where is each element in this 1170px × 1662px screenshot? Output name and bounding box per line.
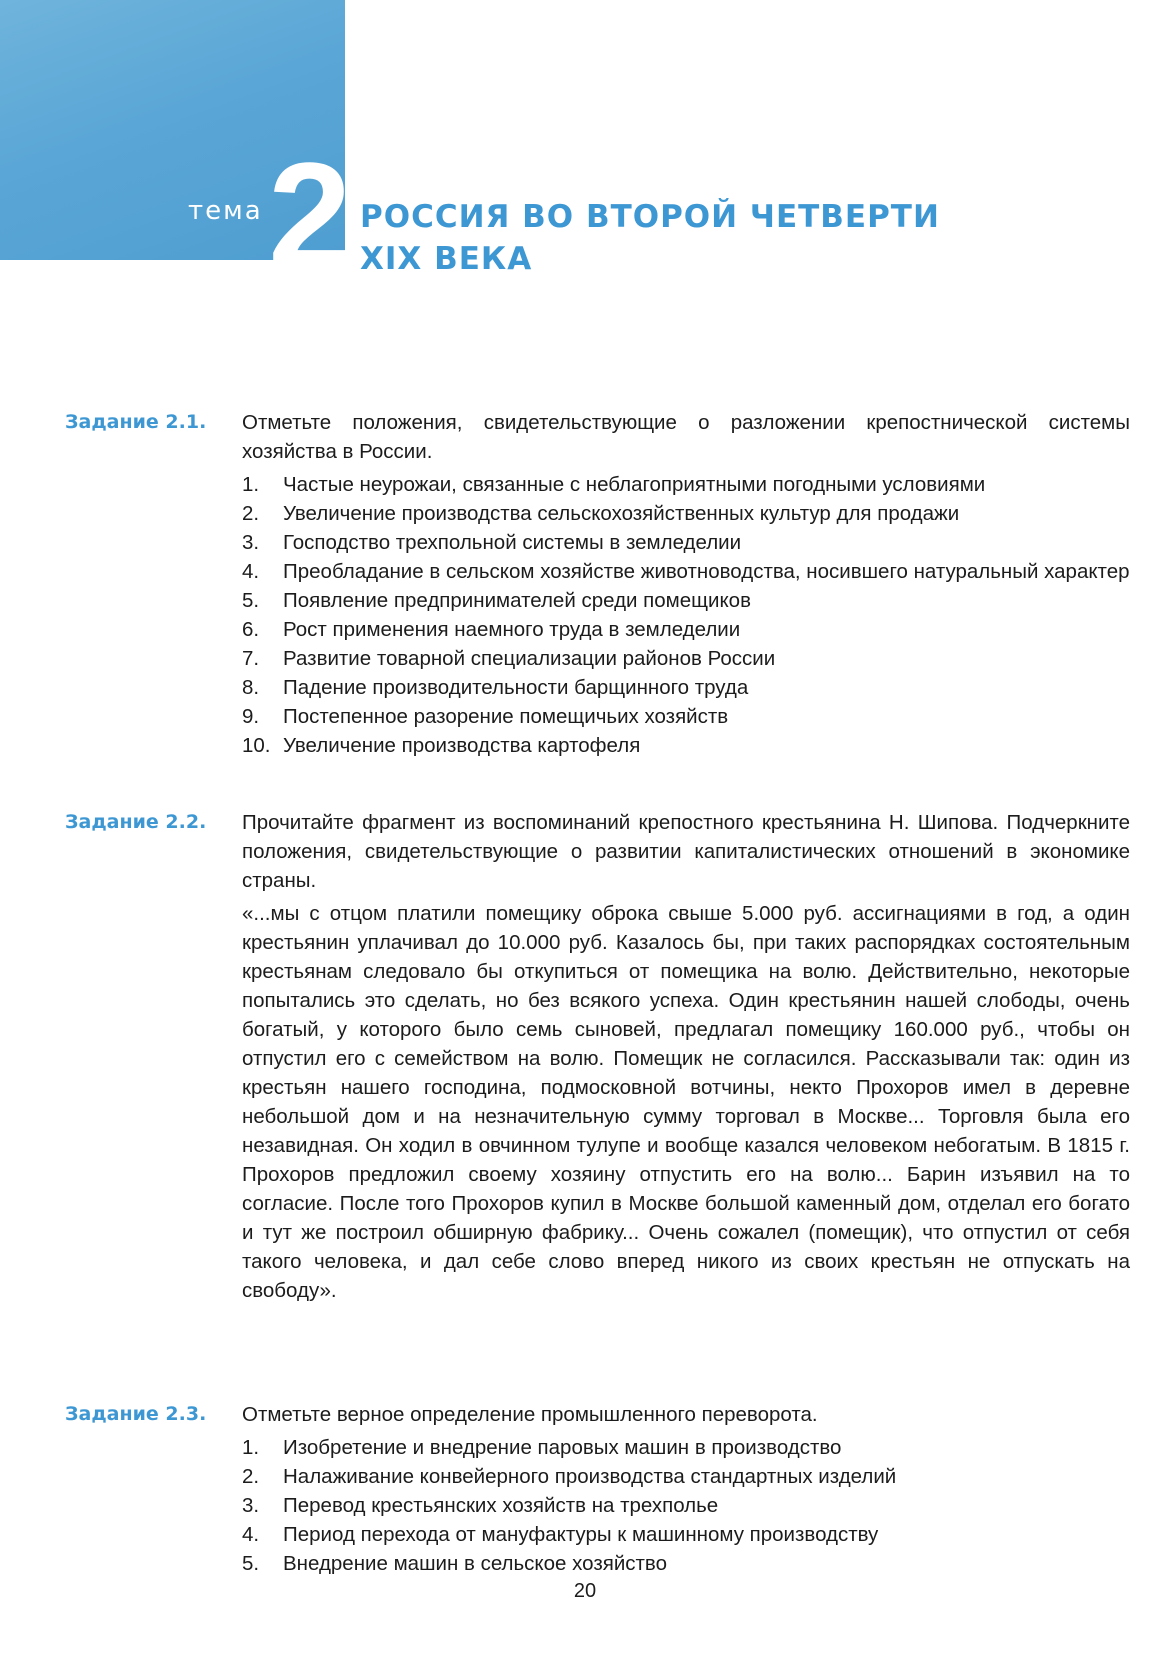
option-number: 9. — [242, 705, 260, 728]
option-number: 10. — [242, 734, 271, 757]
option-item[interactable] — [242, 673, 1130, 702]
option-number: 6. — [242, 618, 260, 641]
option-item[interactable] — [242, 470, 1130, 499]
chapter-title — [360, 196, 1120, 280]
option-number: 3. — [242, 531, 260, 554]
task-2-3 — [65, 1400, 1130, 1578]
task-body — [242, 1400, 1130, 1578]
task-2-1 — [65, 408, 1130, 760]
option-item[interactable] — [242, 615, 1130, 644]
option-item[interactable] — [242, 644, 1130, 673]
option-item[interactable] — [242, 499, 1130, 528]
option-text: Изобретение и внедрение паровых машин в производство — [283, 1436, 842, 1459]
task-2-2 — [65, 808, 1130, 1305]
chapter-title-line-1: РОССИЯ ВО ВТОРОЙ ЧЕТВЕРТИ — [360, 199, 940, 235]
tema-number: 2 — [268, 131, 352, 299]
option-number: 1. — [242, 1436, 260, 1459]
option-text: Внедрение машин в сельское хозяйство — [283, 1552, 667, 1575]
option-number: 2. — [242, 1465, 260, 1488]
option-number: 1. — [242, 473, 260, 496]
option-item[interactable] — [242, 586, 1130, 615]
option-text: Развитие товарной специализации районов России — [283, 647, 776, 670]
task-prompt: Отметьте верное определение промышленного переворота. — [242, 1403, 818, 1426]
option-item[interactable] — [242, 1549, 1130, 1578]
option-item[interactable] — [242, 702, 1130, 731]
option-item[interactable] — [242, 1491, 1130, 1520]
options-list — [242, 1433, 1130, 1578]
chapter-header-block — [0, 0, 352, 299]
option-text: Появление предпринимателей среди помещиков — [283, 589, 751, 612]
options-list — [242, 470, 1130, 760]
option-number: 2. — [242, 502, 260, 525]
option-item[interactable] — [242, 731, 1130, 760]
tema-label: тема — [188, 196, 263, 226]
option-text: Преобладание в сельском хозяйстве животноводства, носившего натуральный характер — [283, 560, 1130, 583]
task-prompt: Отметьте положения, свидетельствующие о разложении крепостнической системы хозяйства в России. — [242, 411, 1130, 463]
task-body — [242, 408, 1130, 760]
page-number: 20 — [573, 1580, 597, 1602]
option-number: 5. — [242, 1552, 260, 1575]
option-item[interactable] — [242, 1433, 1130, 1462]
option-number: 5. — [242, 589, 260, 612]
option-text: Период перехода от мануфактуры к машинному производству — [283, 1523, 879, 1546]
option-item[interactable] — [242, 1520, 1130, 1549]
option-number: 4. — [242, 560, 260, 583]
task-prompt: Прочитайте фрагмент из воспоминаний крепостного крестьянина Н. Шипова. Подчеркните положения, свидетельствующие о развитии капиталистических отношений в экономике страны. — [242, 811, 1130, 892]
option-item[interactable] — [242, 557, 1130, 586]
option-text: Падение производительности барщинного труда — [283, 676, 749, 699]
task-label: Задание 2.2. — [65, 811, 207, 833]
option-text: Увеличение производства сельскохозяйственных культур для продажи — [283, 502, 960, 525]
option-number: 3. — [242, 1494, 260, 1517]
option-text: Увеличение производства картофеля — [283, 734, 641, 757]
option-item[interactable] — [242, 528, 1130, 557]
option-text: Постепенное разорение помещичьих хозяйств — [283, 705, 729, 728]
option-text: Рост применения наемного труда в земледелии — [283, 618, 741, 641]
quote-passage[interactable]: «...мы с отцом платили помещику оброка свыше 5.000 руб. ассигнациями в год, а один крестьянин уплачивал до 10.000 руб. Казалось бы, при таких распорядках состоятельным крестьянам следовало бы откупиться от помещика на волю. Действительно, некоторые попытались это сделать, но без всякого успеха. Один крестьянин нашей слободы, очень богатый, у которого было семь сыновей, предлагал помещику 160.000 руб., чтобы он отпустил его с семейством на волю. Помещик не согласился. Рассказывали так: один из крестьян нашего господина, подмосковной вотчины, некто Прохоров имел в деревне небольшой дом и на незначительную сумму торговал в Москве... Торговля была его незавидная. Он ходил в овчинном тулупе и вообще казался человеком небогатым. В 1815 г. Прохоров предложил своему хозяину отпустить его на волю... Барин изъявил на то согласие. После того Прохоров купил в Москве большой каменный дом, отделал его богато и тут же построил обширную фабрику... Очень сожалел (помещик), что отпустил от себя такого человека, и дал себе слово вперед никого из своих крестьян не отпускать на свободу». — [242, 902, 1130, 1302]
option-text: Господство трехпольной системы в земледелии — [283, 531, 742, 554]
option-number: 4. — [242, 1523, 260, 1546]
option-number: 7. — [242, 647, 260, 670]
option-number: 8. — [242, 676, 260, 699]
option-text: Налаживание конвейерного производства стандартных изделий — [283, 1465, 897, 1488]
option-text: Частые неурожаи, связанные с неблагоприятными погодными условиями — [283, 473, 986, 496]
task-body — [242, 808, 1130, 1305]
option-text: Перевод крестьянских хозяйств на трехполье — [283, 1494, 719, 1517]
task-label: Задание 2.3. — [65, 1403, 207, 1425]
task-label: Задание 2.1. — [65, 411, 207, 433]
chapter-title-line-2: XIX ВЕКА — [360, 241, 533, 277]
option-item[interactable] — [242, 1462, 1130, 1491]
